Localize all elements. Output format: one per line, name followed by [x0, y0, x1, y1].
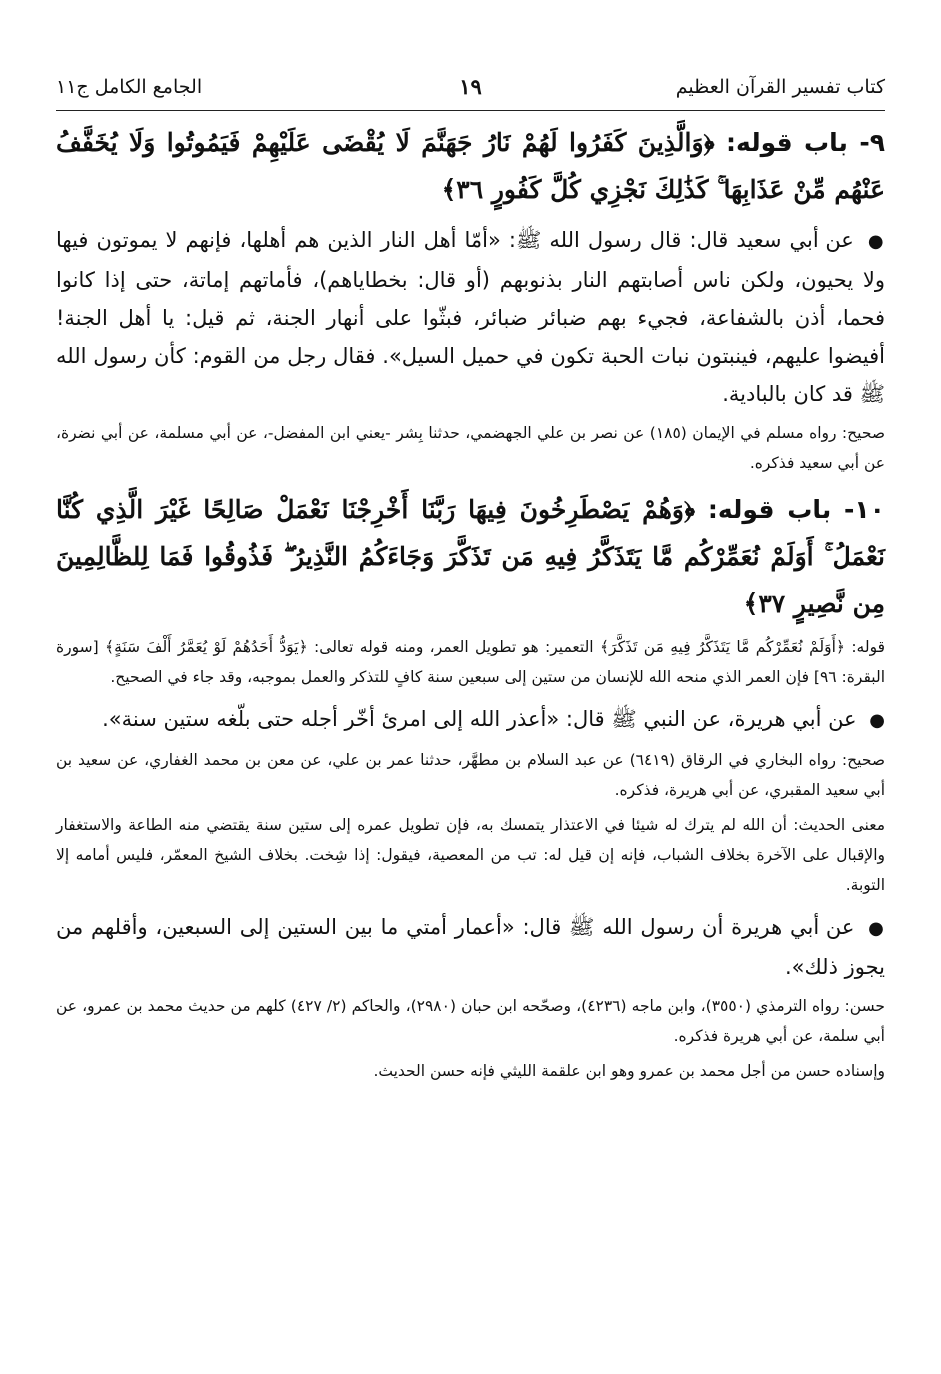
- page-number: ١٩: [459, 74, 482, 99]
- takhrij-note: صحيح: رواه مسلم في الإيمان (١٨٥) عن نصر بن علي الجهضمي، حدثنا بِشر -يعني ابن المفضل-، عن أبي مسلمة، عن أبي نضرة، عن أبي سعيد فذكره.: [56, 424, 885, 472]
- hadith-text: عن أبي هريرة، عن النبي ﷺ قال: «أعذر الله إلى امرئ أخّر أجله حتى بلّغه ستين سنة».: [102, 707, 857, 731]
- hadith-text: عن أبي هريرة أن رسول الله ﷺ قال: «أعمار أمتي ما بين الستين إلى السبعين، وأقلهم من يجوز ذلك».: [56, 915, 885, 979]
- isnad-note: وإسناده حسن من أجل محمد بن عمرو وهو ابن علقمة الليثي فإنه حسن الحديث.: [373, 1062, 885, 1080]
- chapter-10-heading: [56, 486, 885, 627]
- chapter-title: باب قوله:: [726, 128, 848, 157]
- page: [56, 68, 885, 1086]
- book-title: كتاب تفسير القرآن العظيم: [675, 76, 885, 98]
- takhrij-note: حسن: رواه الترمذي (٣٥٥٠)، وابن ماجه (٤٢٣٦)، وصحّحه ابن حبان (٢٩٨٠)، والحاكم (٢/ ٤٢٧) كلهم من حديث محمد بن عمرو، عن أبي سلمة، عن أبي هريرة فذكره.: [56, 997, 885, 1045]
- hadith-paragraph: [56, 700, 885, 740]
- hadith-paragraph: [56, 908, 885, 986]
- bullet-icon: ●: [868, 918, 885, 939]
- volume-label: الجامع الكامل ج١١: [56, 76, 203, 98]
- running-header: [56, 68, 885, 111]
- hadith-paragraph: [56, 221, 885, 413]
- quran-verse: ﴿وَهُمْ يَصْطَرِخُونَ فِيهَا رَبَّنَا أَخْرِجْنَا نَعْمَلْ صَالِحًا غَيْرَ الَّذِي كُنَّا نَعْمَلُ ۚ أَوَلَمْ نُعَمِّرْكُم مَّا يَتَذَكَّرُ فِيهِ مَن تَذَكَّرَ وَجَاءَكُمُ النَّذِيرُ ۖ فَذُوقُوا فَمَا لِلظَّالِمِينَ مِن نَّصِيرٍ ٣٧﴾: [56, 495, 885, 618]
- chapter-9-heading: [56, 119, 885, 213]
- explanation-note: معنى الحديث: أن الله لم يترك له شيئا في الاعتذار يتمسك به، فإن تطويل عمره إلى ستين سنة يقتضي منه الطاعة والاستغفار والإقبال على الآخرة بخلاف الشباب، فإنه إن قيل له: تب من المعصية، فيقول: إذا شِخت. بخلاف الشيخ المعمّر، فليس أمامه إلا التوبة.: [56, 816, 885, 894]
- chapter-number: ١٠-: [844, 495, 885, 524]
- tafsir-note: قوله: ﴿أَوَلَمْ نُعَمِّرْكُم مَّا يَتَذَكَّرُ فِيهِ مَن تَذَكَّرَ﴾ التعمير: هو تطويل العمر، ومنه قوله تعالى: ﴿يَوَدُّ أَحَدُهُمْ لَوْ يُعَمَّرُ أَلْفَ سَنَةٍ﴾ [سورة البقرة: ٩٦] فإن العمر الذي منحه الله للإنسان من ستين إلى سبعين سنة كافٍ للتذكر والعمل بموجبه، وقد جاء في الصحيح.: [56, 638, 885, 686]
- quran-verse: ﴿وَالَّذِينَ كَفَرُوا لَهُمْ نَارُ جَهَنَّمَ لَا يُقْضَى عَلَيْهِمْ فَيَمُوتُوا وَلَا يُخَفَّفُ عَنْهُم مِّنْ عَذَابِهَا ۚ كَذَٰلِكَ نَجْزِي كُلَّ كَفُورٍ ٣٦﴾: [56, 128, 885, 204]
- hadith-text: عن أبي سعيد قال: قال رسول الله ﷺ: «أمّا أهل النار الذين هم أهلها، فإنهم لا يموتون فيها ولا يحيون، ولكن ناس أصابتهم النار بذنوبهم (أو قال: بخطاياهم)، فأماتهم إماتة، حتى إذا كانوا فحما، أذن بالشفاعة، فجيء بهم ضبائر ضبائر، فبثّوا على أنهار الجنة، ثم قيل: يا أهل الجنة! أفيضوا عليهم، فينبتون نبات الحبة تكون في حميل السيل». فقال رجل من القوم: كأن رسول الله ﷺ قد كان بالبادية.: [56, 228, 885, 406]
- takhrij-note: صحيح: رواه البخاري في الرقاق (٦٤١٩) عن عبد السلام بن مطهَّر، حدثنا عمر بن علي، عن معن بن محمد الغفاري، عن سعيد بن أبي سعيد المقبري، عن أبي هريرة، فذكره.: [56, 751, 885, 799]
- chapter-number: ٩-: [859, 128, 885, 157]
- chapter-title: باب قوله:: [707, 495, 832, 524]
- bullet-icon: ●: [869, 710, 885, 731]
- bullet-icon: ●: [867, 231, 885, 252]
